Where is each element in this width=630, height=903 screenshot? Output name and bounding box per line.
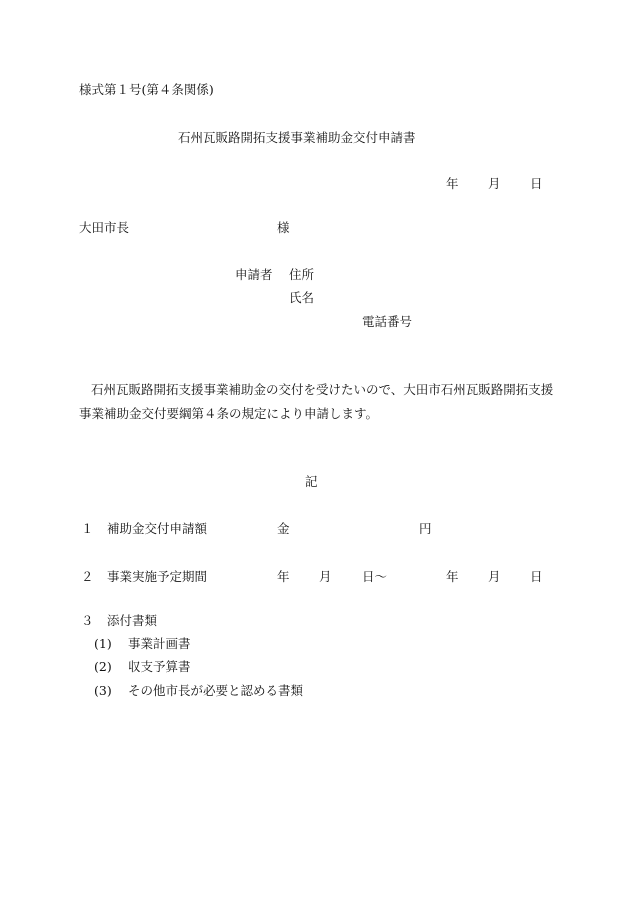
item-1-label: 補助金交付申請額 — [107, 521, 208, 536]
item-1-number: １ — [81, 521, 94, 536]
attachment-3-text: その他市長が必要と認める書類 — [128, 683, 304, 698]
date-year: 年 — [446, 176, 459, 191]
attachment-1-number: (1) — [94, 636, 112, 651]
date-month: 月 — [488, 176, 501, 191]
applicant-label: 申請者 — [235, 267, 273, 282]
item-3-number: ３ — [81, 613, 94, 628]
addressee-name: 大田市長 — [79, 220, 130, 235]
applicant-phone-label: 電話番号 — [362, 314, 413, 329]
attachment-1-text: 事業計画書 — [128, 636, 191, 651]
addressee-honorific: 様 — [277, 220, 290, 235]
date-day: 日 — [530, 176, 543, 191]
ki-heading: 記 — [305, 474, 318, 489]
attachment-2-number: (2) — [94, 659, 112, 674]
document-title: 石州瓦販路開拓支援事業補助金交付申請書 — [178, 130, 416, 145]
item-2-end-day: 日 — [530, 569, 543, 584]
applicant-name-label: 氏名 — [289, 290, 315, 305]
applicant-address-label: 住所 — [289, 267, 315, 282]
item-1-prefix: 金 — [277, 521, 290, 536]
item-2-number: ２ — [81, 569, 94, 584]
application-statement: 石州瓦販路開拓支援事業補助金の交付を受けたいので、大田市石州瓦販路開拓支援事業補助金交付要綱第４条の規定により申請します。 — [79, 382, 554, 421]
item-3-label: 添付書類 — [107, 613, 158, 628]
item-2-start-year: 年 — [277, 569, 290, 584]
attachment-2-text: 収支予算書 — [128, 659, 191, 674]
item-2-end-year: 年 — [446, 569, 459, 584]
item-1-suffix: 円 — [419, 521, 432, 536]
item-2-label: 事業実施予定期間 — [107, 569, 208, 584]
item-2-end-month: 月 — [488, 569, 501, 584]
item-2-start-month: 月 — [319, 569, 332, 584]
form-number: 様式第１号(第４条関係) — [79, 82, 214, 97]
item-2-start-day: 日〜 — [362, 569, 388, 584]
attachment-3-number: (3) — [94, 683, 112, 698]
